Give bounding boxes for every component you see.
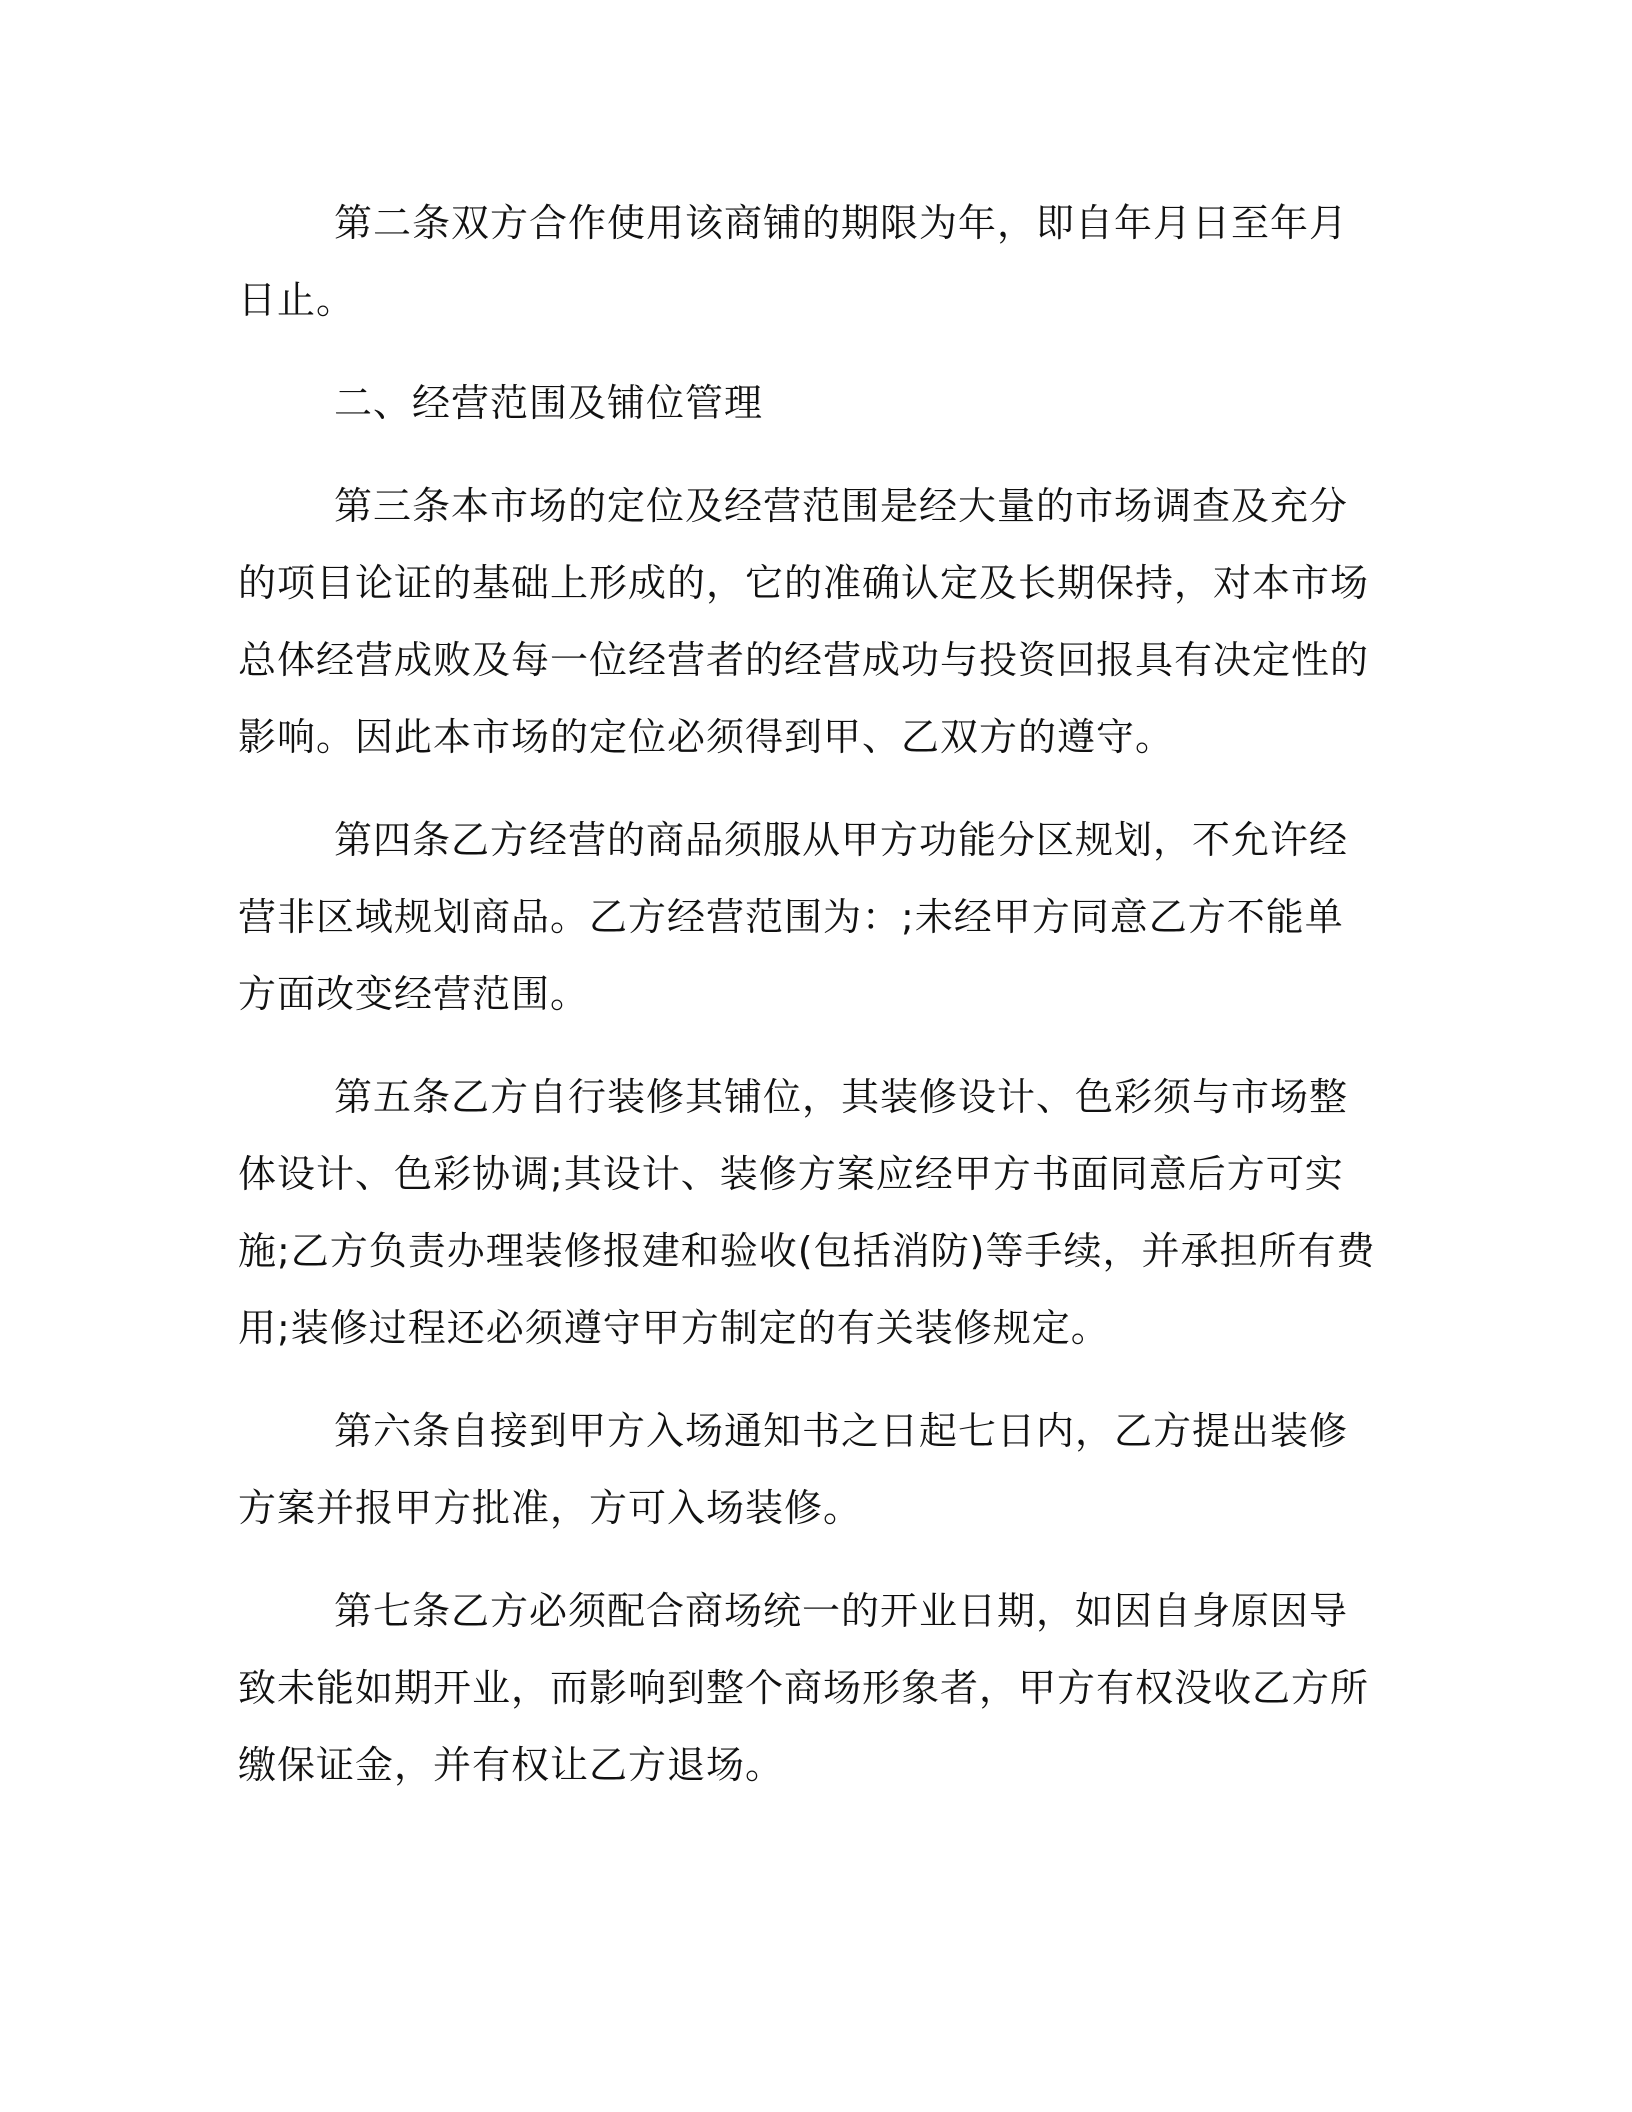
paragraph-article-3: 第三条本市场的定位及经营范围是经大量的市场调查及充分的项目论证的基础上形成的，它的准确认定及长期保持，对本市场总体经营成败及每一位经营者的经营成功与投资回报具有决定性的影响。因此本市场的定位必须得到甲、乙双方的遵守。 [238,484,1370,759]
paragraph-article-4: 第四条乙方经营的商品须服从甲方功能分区规划，不允许经营非区域规划商品。乙方经营范围为：;未经甲方同意乙方不能单方面改变经营范围。 [238,818,1349,1016]
document-body [238,185,1378,1804]
paragraph-article-2: 第二条双方合作使用该商铺的期限为年，即自年月日至年月日止。 [238,201,1349,322]
paragraph-article-6: 第六条自接到甲方入场通知书之日起七日内，乙方提出装修方案并报甲方批准，方可入场装修。 [238,1409,1349,1530]
section-heading-business-scope: 二、经营范围及铺位管理 [334,381,764,425]
paragraph-article-5: 第五条乙方自行装修其铺位，其装修设计、色彩须与市场整体设计、色彩协调;其设计、装修方案应经甲方书面同意后方可实施;乙方负责办理装修报建和验收(包括消防)等手续，并承担所有费用;装修过程还必须遵守甲方制定的有关装修规定。 [238,1075,1376,1350]
paragraph-article-7: 第七条乙方必须配合商场统一的开业日期，如因自身原因导致未能如期开业，而影响到整个商场形象者，甲方有权没收乙方所缴保证金，并有权让乙方退场。 [238,1589,1370,1787]
